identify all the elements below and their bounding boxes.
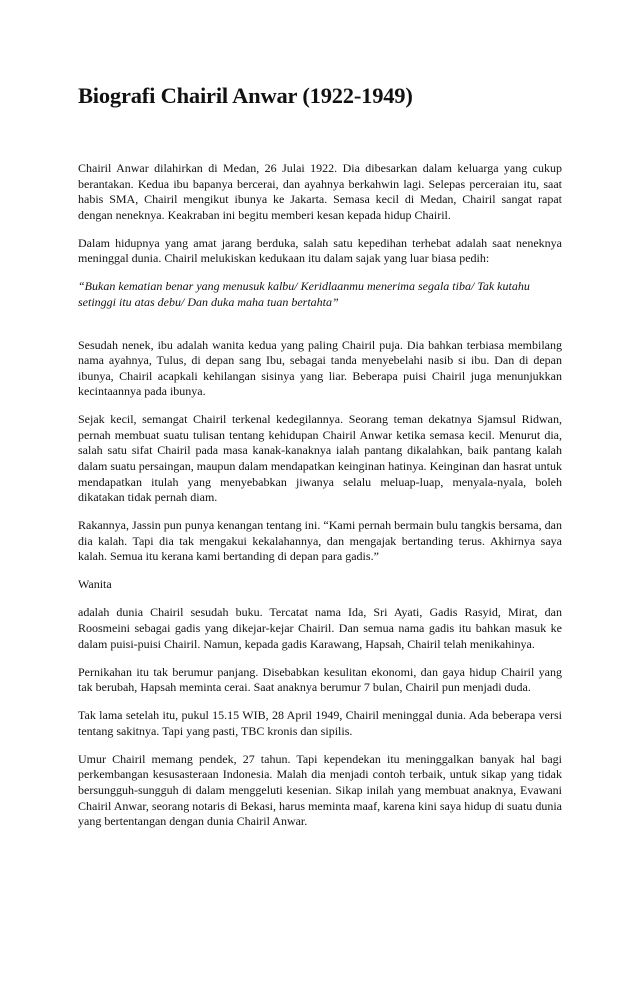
- paragraph-death: Tak lama setelah itu, pukul 15.15 WIB, 28 April 1949, Chairil meninggal dunia. Ada beberapa versi tentang sakitnya. Tapi yang pasti, TBC kronis dan sipilis.: [78, 708, 562, 738]
- document-body: [78, 161, 562, 842]
- paragraph-wanita: Wanita: [78, 577, 112, 592]
- paragraph-women: adalah dunia Chairil sesudah buku. Tercatat nama Ida, Sri Ayati, Gadis Rasyid, Mirat, dan Roosmeini sebagai gadis yang dikejar-kejar Chairil. Dan semua nama gadis itu bahkan masuk ke dalam puisi-puisi Chairil. Namun, kepada gadis Karawang, Hapsah, Chairil telah menikahinya.: [78, 605, 562, 651]
- poem-quote: “Bukan kematian benar yang menusuk kalbu/ Keridlaanmu menerima segala tiba/ Tak kutahu setinggi itu atas debu/ Dan duka maha tuan bertahta”: [78, 279, 530, 309]
- paragraph-childhood: Sejak kecil, semangat Chairil terkenal kedegilannya. Seorang teman dekatnya Sjamsul Ridwan, pernah membuat suatu tulisan tentang kehidupan Chairil Anwar ketika semasa kecil. Menurut dia, salah satu sifat Chairil pada masa kanak-kanaknya ialah pantang dikalahkan, baik pantang kalah dalam suatu persaingan, maupun dalam mendapatkan keinginan hatinya. Keinginan dan hasrat untuk mendapatkan itulah yang menyebabkan jiwanya selalu meluap-luap, menyala-nyala, boleh dikatakan tidak pernah diam.: [78, 412, 562, 505]
- document-title: Biografi Chairil Anwar (1922-1949): [78, 83, 413, 108]
- paragraph-mother: Sesudah nenek, ibu adalah wanita kedua yang paling Chairil puja. Dia bahkan terbiasa membilang nama ayahnya, Tulus, di depan sang Ibu, sebagai tanda menyebelahi nasib si ibu. Dan di depan ibunya, Chairil acapkali kehilangan sisinya yang liar. Beberapa puisi Chairil juga menunjukkan kecintaannya pada ibunya.: [78, 337, 562, 399]
- paragraph-birth: Chairil Anwar dilahirkan di Medan, 26 Julai 1922. Dia dibesarkan dalam keluarga yang cukup berantakan. Kedua ibu bapanya bercerai, dan ayahnya berkahwin lagi. Selepas perceraian itu, saat habis SMA, Chairil mengikut ibunya ke Jakarta. Semasa kecil di Medan, Chairil sangat rapat dengan neneknya. Keakraban ini begitu memberi kesan kepada hidup Chairil.: [78, 161, 562, 222]
- paragraph-legacy: Umur Chairil memang pendek, 27 tahun. Tapi kependekan itu meninggalkan banyak hal bagi perkembangan kesusasteraan Indonesia. Malah dia menjadi contoh terbaik, untuk sikap yang tidak bersungguh-sungguh di dalam menggeluti kesenian. Sikap inilah yang membuat anaknya, Evawani Chairil Anwar, seorang notaris di Bekasi, harus meminta maaf, karena kini saya hidup di suatu dunia yang bertentangan dengan dunia Chairil Anwar.: [78, 751, 562, 829]
- paragraph-marriage: Pernikahan itu tak berumur panjang. Disebabkan kesulitan ekonomi, dan gaya hidup Chairil yang tak berubah, Hapsah meminta cerai. Saat anaknya berumur 7 bulan, Chairil pun menjadi duda.: [78, 664, 562, 695]
- paragraph-grief: Dalam hidupnya yang amat jarang berduka, salah satu kepedihan terhebat adalah saat neneknya meninggal dunia. Chairil melukiskan kedukaan itu dalam sajak yang luar biasa pedih:: [78, 235, 562, 266]
- paragraph-jassin: Rakannya, Jassin pun punya kenangan tentang ini. “Kami pernah bermain bulu tangkis bersama, dan dia kalah. Tapi dia tak mengakui kekalahannya, dan mengajak bertanding terus. Akhirnya saya kalah. Semua itu kerana kami bertanding di depan para gadis.”: [78, 518, 562, 564]
